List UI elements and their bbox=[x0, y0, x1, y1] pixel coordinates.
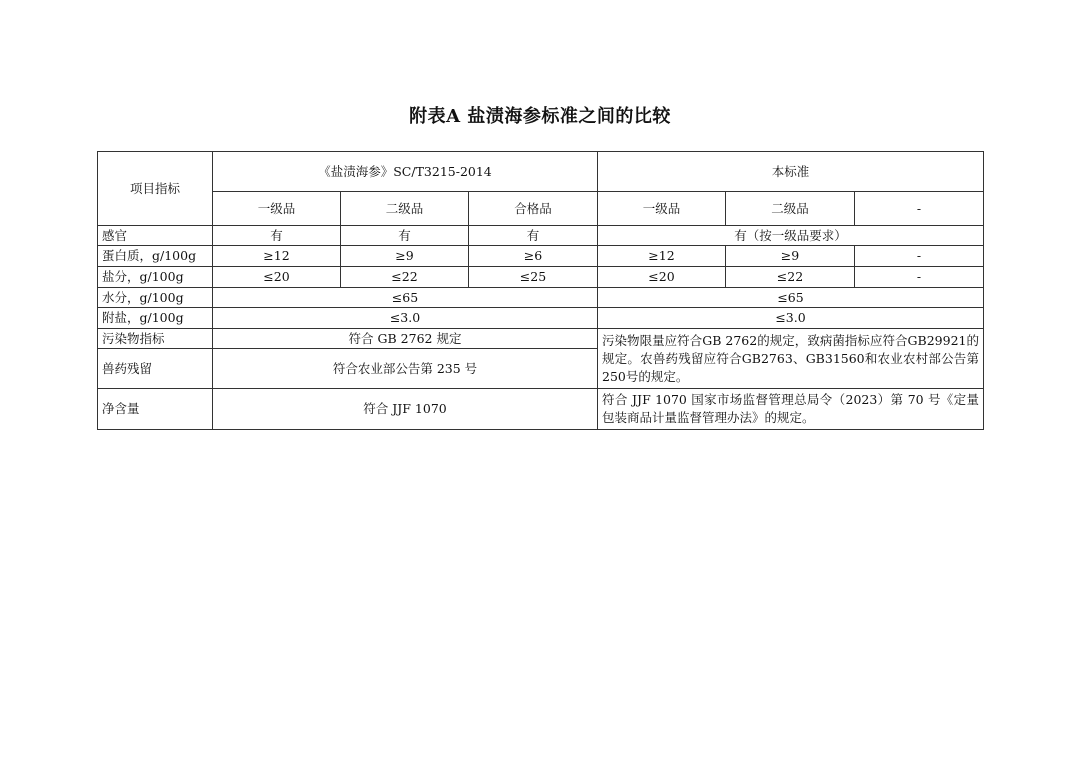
grade-new-2: 二级品 bbox=[726, 192, 855, 226]
table-row bbox=[98, 226, 984, 246]
grade-old-1: 一级品 bbox=[213, 192, 341, 226]
cell: ≥9 bbox=[341, 246, 469, 267]
cell: 有 bbox=[213, 226, 341, 246]
cell: 有 bbox=[469, 226, 598, 246]
header-row-grades bbox=[98, 192, 984, 226]
cell: ≤20 bbox=[213, 267, 341, 288]
table-row bbox=[98, 329, 984, 349]
cell: ≥12 bbox=[598, 246, 726, 267]
row-label-attached-salt: 附盐，g/100g bbox=[98, 308, 213, 329]
cell-contaminant-vet-new: 污染物限量应符合GB 2762的规定，致病菌指标应符合GB29921的规定。农兽药残留应符合GB2763、GB31560和农业农村部公告第250号的规定。 bbox=[598, 329, 984, 389]
cell: ≥6 bbox=[469, 246, 598, 267]
cell: - bbox=[855, 246, 984, 267]
row-label-salt: 盐分，g/100g bbox=[98, 267, 213, 288]
grade-new-3: - bbox=[855, 192, 984, 226]
cell: ≤20 bbox=[598, 267, 726, 288]
cell: ≤3.0 bbox=[213, 308, 598, 329]
cell: 符合 GB 2762 规定 bbox=[213, 329, 598, 349]
cell-net-content-new: 符合 JJF 1070 国家市场监督管理总局令（2023）第 70 号《定量包装商品计量监督管理办法》的规定。 bbox=[598, 389, 984, 430]
row-label-protein: 蛋白质，g/100g bbox=[98, 246, 213, 267]
cell: ≤22 bbox=[341, 267, 469, 288]
header-new-standard: 本标准 bbox=[598, 152, 984, 192]
row-label-moisture: 水分，g/100g bbox=[98, 288, 213, 308]
row-label-contaminants: 污染物指标 bbox=[98, 329, 213, 349]
row-label-net-content: 净含量 bbox=[98, 389, 213, 430]
grade-old-2: 二级品 bbox=[341, 192, 469, 226]
cell: ≥12 bbox=[213, 246, 341, 267]
cell: ≥9 bbox=[726, 246, 855, 267]
row-label-vet-residue: 兽药残留 bbox=[98, 349, 213, 389]
comparison-table bbox=[97, 151, 984, 430]
cell: ≤65 bbox=[598, 288, 984, 308]
grade-new-1: 一级品 bbox=[598, 192, 726, 226]
cell: ≤65 bbox=[213, 288, 598, 308]
table-row bbox=[98, 267, 984, 288]
cell: - bbox=[855, 267, 984, 288]
table-title: 附表A 盐渍海参标准之间的比较 bbox=[409, 106, 671, 127]
table-row bbox=[98, 246, 984, 267]
cell: ≤3.0 bbox=[598, 308, 984, 329]
cell: ≤22 bbox=[726, 267, 855, 288]
header-row-standards bbox=[98, 152, 984, 192]
table-row bbox=[98, 308, 984, 329]
table-row bbox=[98, 389, 984, 430]
header-old-standard: 《盐渍海参》SC/T3215-2014 bbox=[213, 152, 598, 192]
header-item: 项目指标 bbox=[98, 152, 213, 226]
table-row bbox=[98, 288, 984, 308]
cell: 有（按一级品要求） bbox=[598, 226, 984, 246]
cell: 有 bbox=[341, 226, 469, 246]
cell: 符合 JJF 1070 bbox=[213, 389, 598, 430]
cell: ≤25 bbox=[469, 267, 598, 288]
row-label-sensory: 感官 bbox=[98, 226, 213, 246]
grade-old-3: 合格品 bbox=[469, 192, 598, 226]
cell: 符合农业部公告第 235 号 bbox=[213, 349, 598, 389]
